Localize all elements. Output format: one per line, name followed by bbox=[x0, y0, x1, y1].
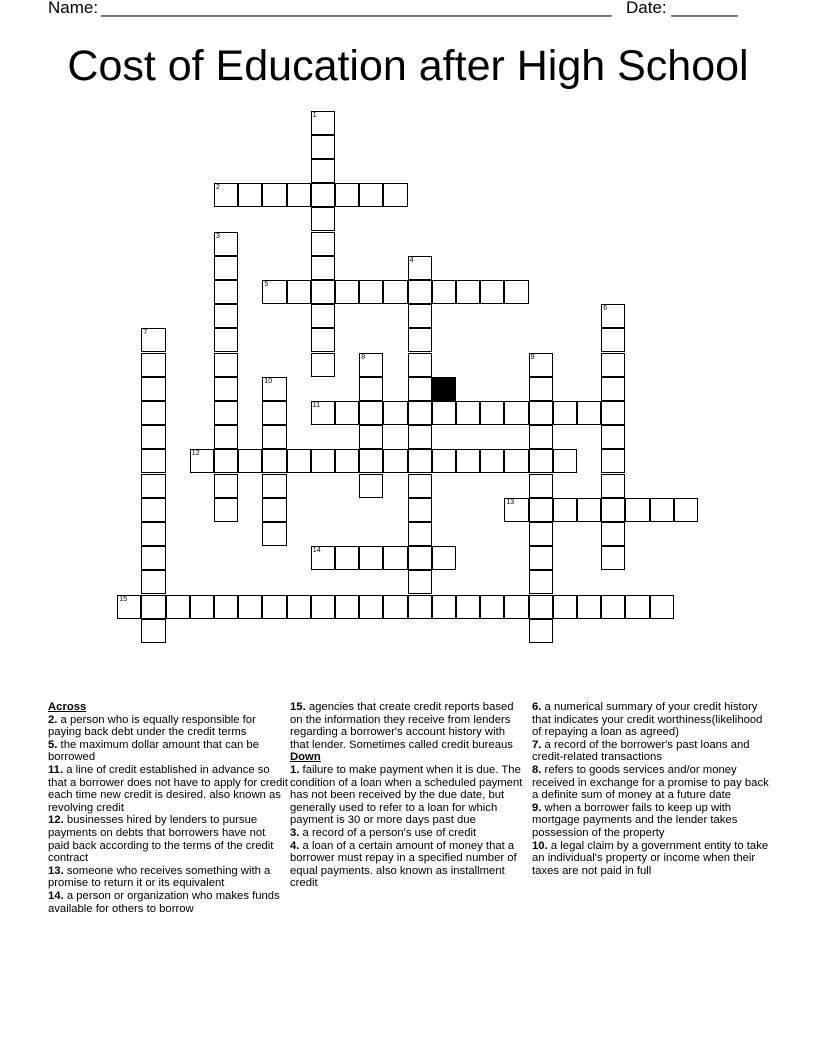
grid-cell[interactable] bbox=[335, 595, 359, 619]
grid-cell[interactable] bbox=[408, 498, 432, 522]
clue-text: a numerical summary of your credit history that indicates your credit worthiness(likelihood of repaying a loan as agreed) bbox=[532, 701, 763, 739]
clue-number: 8 bbox=[361, 353, 366, 361]
grid-cell[interactable] bbox=[262, 425, 286, 449]
name-line[interactable]: ______________________________________________________ bbox=[101, 0, 612, 17]
grid-cell[interactable] bbox=[359, 425, 383, 449]
down-clue bbox=[532, 802, 772, 840]
down-heading: Down bbox=[290, 751, 321, 764]
clue-number: 6 bbox=[603, 305, 608, 313]
grid-cell[interactable] bbox=[383, 449, 407, 473]
grid-cell[interactable] bbox=[383, 183, 407, 207]
grid-cell[interactable] bbox=[383, 280, 407, 304]
grid-cell[interactable] bbox=[408, 256, 432, 280]
grid-cell[interactable] bbox=[456, 449, 480, 473]
clue-number: 11 bbox=[312, 401, 321, 409]
down-clue bbox=[532, 764, 772, 802]
clue-text: when a borrower fails to keep up with mortgage payments and the lender takes possession of the property bbox=[532, 801, 738, 839]
grid-cell[interactable] bbox=[504, 498, 528, 522]
grid-cell[interactable] bbox=[359, 280, 383, 304]
grid-cell[interactable] bbox=[190, 595, 214, 619]
grid-cell[interactable] bbox=[359, 183, 383, 207]
grid-cell[interactable] bbox=[335, 280, 359, 304]
grid-cell[interactable] bbox=[529, 570, 553, 594]
grid-cell[interactable] bbox=[601, 425, 625, 449]
grid-cell[interactable] bbox=[166, 595, 190, 619]
grid-cell[interactable] bbox=[408, 449, 432, 473]
grid-cell[interactable] bbox=[408, 474, 432, 498]
grid-cell[interactable] bbox=[601, 595, 625, 619]
grid-cell[interactable] bbox=[141, 353, 165, 377]
grid-cell[interactable] bbox=[287, 595, 311, 619]
grid-cell[interactable] bbox=[214, 449, 238, 473]
grid-cell[interactable] bbox=[529, 377, 553, 401]
grid-cell[interactable] bbox=[553, 498, 577, 522]
grid-cell[interactable] bbox=[141, 570, 165, 594]
grid-cell[interactable] bbox=[262, 522, 286, 546]
clue-number-label: 15. bbox=[290, 701, 306, 713]
grid-cell[interactable] bbox=[214, 232, 238, 256]
grid-cell[interactable] bbox=[311, 207, 335, 231]
grid-cell[interactable] bbox=[262, 377, 286, 401]
grid-cell[interactable] bbox=[141, 328, 165, 352]
grid-cell[interactable] bbox=[504, 595, 528, 619]
grid-cell[interactable] bbox=[214, 474, 238, 498]
clue-text: businesses hired by lenders to pursue payments on debts that borrowers have not paid back according to the terms of the credit contract bbox=[48, 814, 274, 865]
grid-cell[interactable] bbox=[432, 546, 456, 570]
clue-number: 7 bbox=[143, 329, 148, 337]
clue-number-label: 7. bbox=[532, 738, 542, 751]
grid-cell[interactable] bbox=[408, 377, 432, 401]
grid-cell[interactable] bbox=[311, 159, 335, 183]
grid-cell[interactable] bbox=[311, 111, 335, 135]
clue-column-1 bbox=[48, 701, 288, 915]
grid-cell[interactable] bbox=[311, 256, 335, 280]
clue-column-2 bbox=[290, 701, 526, 890]
grid-cell[interactable] bbox=[214, 328, 238, 352]
clue-text: a loan of a certain amount of money that a borrower must repay in a specified number of equal payments. also known as installment credit bbox=[290, 839, 517, 890]
grid-cell[interactable] bbox=[359, 595, 383, 619]
down-clue bbox=[290, 827, 526, 840]
clue-number: 13 bbox=[506, 498, 515, 506]
clue-number: 9 bbox=[530, 353, 535, 361]
grid-cell[interactable] bbox=[529, 425, 553, 449]
grid-cell[interactable] bbox=[311, 280, 335, 304]
clue-text: agencies that create credit reports based on the information they receive from lenders regarding a borrower's account history with that lender. Sometimes called credit bureaus bbox=[290, 701, 514, 751]
grid-cell[interactable] bbox=[141, 522, 165, 546]
grid-cell[interactable] bbox=[311, 328, 335, 352]
grid-cell[interactable] bbox=[214, 280, 238, 304]
clue-text: a line of credit established in advance so that a borrower does not have to apply for credit each time new credit is desired. also known as revolving credit bbox=[48, 763, 288, 814]
grid-cell[interactable] bbox=[214, 595, 238, 619]
clue-number-label: 12. bbox=[48, 814, 64, 827]
grid-cell[interactable] bbox=[577, 595, 601, 619]
grid-cell[interactable] bbox=[529, 522, 553, 546]
clue-number: 12 bbox=[191, 450, 200, 458]
grid-cell[interactable] bbox=[504, 280, 528, 304]
across-clue bbox=[48, 865, 288, 890]
grid-cell[interactable] bbox=[408, 304, 432, 328]
clue-number-label: 2. bbox=[48, 713, 58, 726]
grid-cell[interactable] bbox=[214, 425, 238, 449]
clue-text: a person who is equally responsible for paying back debt under the credit terms bbox=[48, 713, 256, 739]
grid-cell[interactable] bbox=[480, 280, 504, 304]
grid-cell[interactable] bbox=[383, 546, 407, 570]
grid-cell[interactable] bbox=[141, 425, 165, 449]
grid-cell[interactable] bbox=[238, 183, 262, 207]
grid-cell[interactable] bbox=[408, 570, 432, 594]
grid-cell[interactable] bbox=[141, 595, 165, 619]
grid-cell[interactable] bbox=[408, 280, 432, 304]
grid-cell[interactable] bbox=[359, 353, 383, 377]
grid-cell[interactable] bbox=[311, 232, 335, 256]
grid-cell[interactable] bbox=[432, 595, 456, 619]
grid-cell[interactable] bbox=[214, 401, 238, 425]
grid-cell[interactable] bbox=[311, 546, 335, 570]
grid-cell[interactable] bbox=[480, 449, 504, 473]
clue-number: 1 bbox=[312, 111, 317, 119]
down-clue bbox=[290, 764, 526, 827]
grid-cell[interactable] bbox=[238, 449, 262, 473]
grid-cell[interactable] bbox=[625, 595, 649, 619]
clue-number-label: 6. bbox=[532, 701, 542, 713]
across-clue bbox=[48, 739, 288, 764]
clue-text: a legal claim by a government entity to take an individual's property or income when their taxes are not paid in full bbox=[532, 839, 769, 877]
black-cell bbox=[432, 377, 456, 401]
clue-text: refers to goods services and/or money received in exchange for a promise to pay back a definite sum of money at a future date bbox=[532, 763, 769, 802]
grid-cell[interactable] bbox=[214, 183, 238, 207]
grid-cell[interactable] bbox=[408, 425, 432, 449]
grid-cell[interactable] bbox=[141, 498, 165, 522]
grid-cell[interactable] bbox=[408, 401, 432, 425]
grid-cell[interactable] bbox=[601, 449, 625, 473]
grid-cell[interactable] bbox=[214, 498, 238, 522]
grid-cell[interactable] bbox=[383, 401, 407, 425]
grid-cell[interactable] bbox=[141, 546, 165, 570]
grid-cell[interactable] bbox=[480, 401, 504, 425]
down-clue bbox=[290, 840, 526, 890]
clue-number-label: 10. bbox=[532, 839, 548, 852]
grid-cell[interactable] bbox=[359, 401, 383, 425]
grid-cell[interactable] bbox=[359, 546, 383, 570]
grid-cell[interactable] bbox=[408, 328, 432, 352]
grid-cell[interactable] bbox=[408, 522, 432, 546]
grid-cell[interactable] bbox=[214, 256, 238, 280]
grid-cell[interactable] bbox=[529, 619, 553, 643]
grid-cell[interactable] bbox=[311, 449, 335, 473]
grid-cell[interactable] bbox=[577, 498, 601, 522]
grid-cell[interactable] bbox=[141, 619, 165, 643]
grid-cell[interactable] bbox=[311, 595, 335, 619]
grid-cell[interactable] bbox=[262, 498, 286, 522]
clue-number-label: 9. bbox=[532, 801, 542, 814]
grid-cell[interactable] bbox=[529, 546, 553, 570]
grid-cell[interactable] bbox=[214, 353, 238, 377]
grid-cell[interactable] bbox=[287, 280, 311, 304]
grid-cell[interactable] bbox=[287, 449, 311, 473]
grid-cell[interactable] bbox=[214, 377, 238, 401]
grid-cell[interactable] bbox=[117, 595, 141, 619]
clue-number: 2 bbox=[216, 184, 220, 192]
grid-cell[interactable] bbox=[141, 474, 165, 498]
clue-number-label: 4. bbox=[290, 839, 300, 852]
grid-cell[interactable] bbox=[432, 449, 456, 473]
clue-number-label: 14. bbox=[48, 889, 64, 902]
grid-cell[interactable] bbox=[311, 401, 335, 425]
across-heading: Across bbox=[48, 701, 87, 713]
clue-number: 15 bbox=[119, 595, 127, 603]
clue-number-label: 3. bbox=[290, 826, 300, 839]
grid-cell[interactable] bbox=[335, 546, 359, 570]
down-clue bbox=[532, 840, 772, 878]
grid-cell[interactable] bbox=[287, 183, 311, 207]
grid-cell[interactable] bbox=[674, 498, 698, 522]
grid-cell[interactable] bbox=[529, 474, 553, 498]
grid-cell[interactable] bbox=[262, 401, 286, 425]
grid-cell[interactable] bbox=[553, 401, 577, 425]
grid-cell[interactable] bbox=[504, 401, 528, 425]
grid-cell[interactable] bbox=[408, 595, 432, 619]
grid-cell[interactable] bbox=[529, 595, 553, 619]
down-clue bbox=[532, 701, 772, 739]
grid-cell[interactable] bbox=[529, 449, 553, 473]
grid-cell[interactable] bbox=[141, 377, 165, 401]
clue-number: 10 bbox=[264, 377, 273, 385]
clue-number-label: 13. bbox=[48, 864, 64, 877]
across-clue bbox=[48, 814, 288, 864]
grid-cell[interactable] bbox=[480, 595, 504, 619]
grid-cell[interactable] bbox=[311, 304, 335, 328]
grid-cell[interactable] bbox=[408, 353, 432, 377]
grid-cell[interactable] bbox=[214, 304, 238, 328]
grid-cell[interactable] bbox=[650, 595, 674, 619]
grid-cell[interactable] bbox=[335, 183, 359, 207]
grid-cell[interactable] bbox=[601, 401, 625, 425]
date-label[interactable]: Date: _______ bbox=[626, 0, 738, 17]
grid-cell[interactable] bbox=[432, 280, 456, 304]
grid-cell[interactable] bbox=[141, 449, 165, 473]
grid-cell[interactable] bbox=[262, 474, 286, 498]
grid-cell[interactable] bbox=[601, 474, 625, 498]
clue-number-label: 1. bbox=[290, 763, 300, 776]
name-label: Name: bbox=[48, 0, 99, 17]
across-clue bbox=[48, 890, 288, 915]
grid-cell[interactable] bbox=[456, 401, 480, 425]
clue-number-label: 8. bbox=[532, 763, 542, 776]
grid-cell[interactable] bbox=[311, 353, 335, 377]
clue-text: a record of a person's use of credit bbox=[299, 826, 477, 839]
grid-cell[interactable] bbox=[262, 183, 286, 207]
grid-cell[interactable] bbox=[553, 595, 577, 619]
grid-cell[interactable] bbox=[432, 401, 456, 425]
grid-cell[interactable] bbox=[529, 401, 553, 425]
clue-column-3 bbox=[532, 701, 772, 877]
clue-text: failure to make payment when it is due. The condition of a loan when a scheduled payment has not been received by the due date, but generally used to refer to a loan for which payment is 30 or more days past due bbox=[290, 763, 523, 827]
grid-cell[interactable] bbox=[601, 498, 625, 522]
grid-cell[interactable] bbox=[359, 474, 383, 498]
grid-cell[interactable] bbox=[262, 595, 286, 619]
clue-number-label: 11. bbox=[48, 763, 64, 776]
grid-cell[interactable] bbox=[529, 498, 553, 522]
clue-number-label: 5. bbox=[48, 738, 58, 751]
grid-cell[interactable] bbox=[359, 377, 383, 401]
clue-text: someone who receives something with a promise to return it or its equivalent bbox=[48, 864, 271, 890]
grid-cell[interactable] bbox=[262, 280, 286, 304]
grid-cell[interactable] bbox=[553, 449, 577, 473]
clue-text: a record of the borrower's past loans and credit-related transactions bbox=[532, 738, 750, 764]
grid-cell[interactable] bbox=[359, 449, 383, 473]
clue-text: the maximum dollar amount that can be borrowed bbox=[48, 738, 259, 764]
grid-cell[interactable] bbox=[456, 595, 480, 619]
grid-cell[interactable] bbox=[456, 280, 480, 304]
grid-cell[interactable] bbox=[408, 546, 432, 570]
grid-cell[interactable] bbox=[601, 304, 625, 328]
grid-cell[interactable] bbox=[577, 401, 601, 425]
grid-cell[interactable] bbox=[311, 183, 335, 207]
page-title: Cost of Education after High School bbox=[67, 42, 749, 90]
clue-number: 14 bbox=[312, 547, 321, 555]
grid-cell[interactable] bbox=[625, 498, 649, 522]
clue-text: a person or organization who makes funds available for others to borrow bbox=[48, 889, 280, 915]
grid-cell[interactable] bbox=[383, 595, 407, 619]
grid-cell[interactable] bbox=[601, 546, 625, 570]
grid-cell[interactable] bbox=[335, 449, 359, 473]
grid-cell[interactable] bbox=[650, 498, 674, 522]
grid-cell[interactable] bbox=[238, 595, 262, 619]
grid-cell[interactable] bbox=[601, 377, 625, 401]
clue-number: 5 bbox=[264, 280, 269, 288]
clue-number: 4 bbox=[409, 256, 414, 264]
grid-cell[interactable] bbox=[141, 401, 165, 425]
across-clue bbox=[48, 764, 288, 814]
grid-cell[interactable] bbox=[601, 328, 625, 352]
down-clue bbox=[532, 739, 772, 764]
across-clue bbox=[290, 701, 526, 751]
grid-cell[interactable] bbox=[601, 522, 625, 546]
grid-cell[interactable] bbox=[335, 401, 359, 425]
across-clue bbox=[48, 714, 288, 739]
grid-cell[interactable] bbox=[311, 135, 335, 159]
grid-cell[interactable] bbox=[601, 353, 625, 377]
grid-cell[interactable] bbox=[190, 449, 214, 473]
grid-cell[interactable] bbox=[529, 353, 553, 377]
clue-number: 3 bbox=[216, 232, 220, 240]
grid-cell[interactable] bbox=[262, 449, 286, 473]
grid-cell[interactable] bbox=[504, 449, 528, 473]
